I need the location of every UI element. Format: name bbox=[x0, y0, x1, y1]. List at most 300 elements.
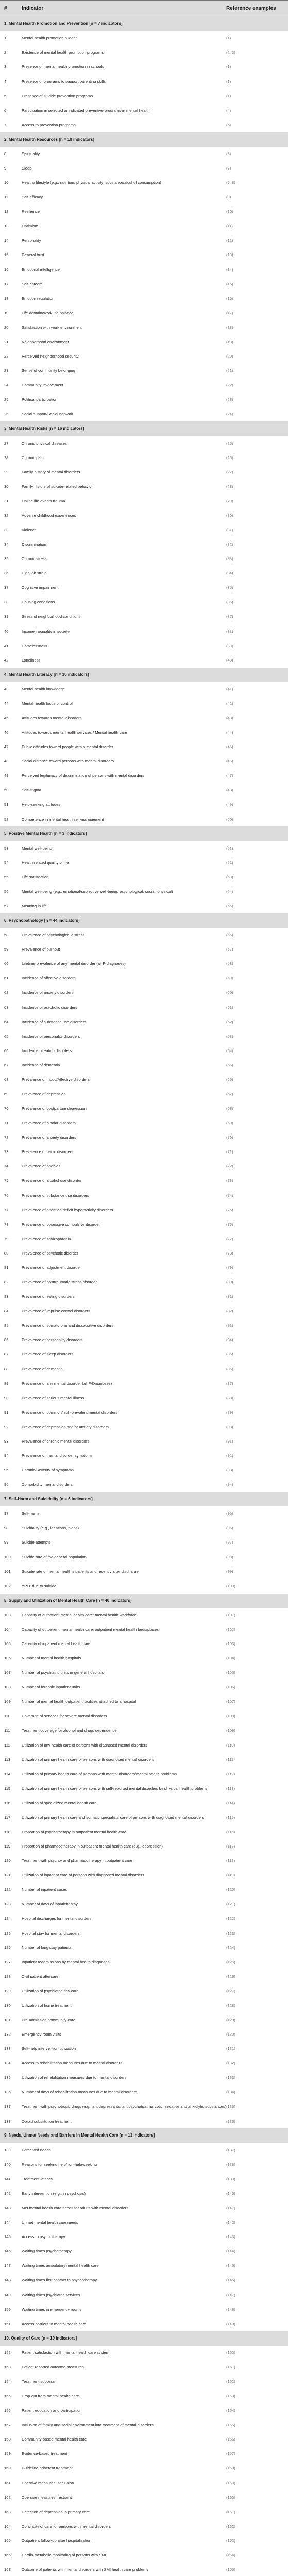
table-row bbox=[0, 1535, 288, 1550]
table-row bbox=[0, 2519, 288, 2534]
row-number: 129 bbox=[4, 1988, 11, 1993]
table-row bbox=[0, 798, 288, 812]
indicator-cell: Spirituality bbox=[22, 151, 40, 156]
section-title: 4. Mental Health Literacy [n = 10 indicators] bbox=[4, 672, 89, 677]
indicator-cell: Healthy lifestyle (e.g., nutrition, physical activity, substance/alcohol consumption) bbox=[22, 181, 161, 185]
table-row bbox=[0, 1911, 288, 1926]
reference-cell: (72) bbox=[226, 1164, 233, 1168]
table-row bbox=[0, 1130, 288, 1145]
reference-cell: (13) bbox=[226, 253, 233, 258]
table-row bbox=[0, 1434, 288, 1449]
row-number: 51 bbox=[4, 802, 9, 807]
reference-cell: (40) bbox=[226, 658, 233, 663]
row-number: 100 bbox=[4, 1554, 11, 1560]
indicator-cell: Utilization of psychiatric day care bbox=[22, 1989, 79, 1993]
table-row bbox=[0, 1116, 288, 1130]
table-row bbox=[0, 1347, 288, 1362]
row-number: 145 bbox=[4, 2234, 11, 2240]
indicator-cell: Adverse childhood experiences bbox=[22, 513, 76, 518]
table-row bbox=[0, 176, 288, 190]
row-number: 95 bbox=[4, 1468, 9, 1473]
row-number: 132 bbox=[4, 2032, 11, 2037]
row-number: 9 bbox=[4, 166, 7, 171]
row-number: 143 bbox=[4, 2206, 11, 2211]
reference-cell: (116) bbox=[226, 1830, 235, 1834]
indicator-cell: Access barriers to mental health care bbox=[22, 2321, 87, 2326]
indicator-cell: Prevalence of postpartum depression bbox=[22, 1107, 87, 1111]
section-header-row bbox=[0, 132, 288, 147]
row-number: 74 bbox=[4, 1164, 9, 1169]
table-row bbox=[0, 566, 288, 581]
table-row bbox=[0, 147, 288, 161]
row-number: 7 bbox=[4, 122, 7, 127]
indicator-cell: Incidence of anxiety disorders bbox=[22, 991, 74, 995]
table-row bbox=[0, 856, 288, 870]
indicator-cell: Utilization of rehabilitation measures due to mental disorders bbox=[22, 2076, 127, 2080]
indicator-cell: Housing conditions bbox=[22, 600, 55, 604]
reference-cell: (16) bbox=[226, 296, 233, 301]
section-header-row bbox=[0, 2331, 288, 2346]
row-number: 136 bbox=[4, 2090, 11, 2095]
indicator-cell: Self-efficacy bbox=[22, 195, 43, 199]
row-number: 109 bbox=[4, 1699, 11, 1704]
indicator-cell: Met mental health care needs for adults with mental disorders bbox=[22, 2206, 129, 2210]
row-number: 69 bbox=[4, 1092, 9, 1097]
indicator-cell: Prevalence of chronic mental disorders bbox=[22, 1439, 90, 1444]
row-number: 24 bbox=[4, 383, 9, 388]
indicator-cell: Number of long stay patients bbox=[22, 1945, 72, 1950]
table-row bbox=[0, 2056, 288, 2071]
row-number: 140 bbox=[4, 2162, 11, 2167]
indicator-cell: Chronic/Severity of symptoms bbox=[22, 1468, 74, 1472]
reference-cell: (106) bbox=[226, 1685, 235, 1689]
reference-cell: (6, 8) bbox=[226, 181, 235, 185]
reference-cell: (115) bbox=[226, 1815, 235, 1820]
indicator-cell: Prevalence of eating disorders bbox=[22, 1295, 75, 1299]
row-number: 31 bbox=[4, 498, 9, 503]
table-row bbox=[0, 378, 288, 393]
row-number: 1 bbox=[4, 36, 7, 41]
row-number: 130 bbox=[4, 2003, 11, 2008]
indicator-cell: Utilization of any health care of persons with diagnosed mental disorders bbox=[22, 1743, 147, 1748]
reference-cell: (2, 3) bbox=[226, 50, 235, 55]
table-row bbox=[0, 1666, 288, 1680]
section-title: 9. Needs, Unmet Needs and Barriers in Mental Health Care [n = 13 indicators] bbox=[4, 2133, 155, 2138]
table-row bbox=[0, 1044, 288, 1058]
reference-cell: (43) bbox=[226, 716, 233, 720]
table-row bbox=[0, 2461, 288, 2476]
reference-cell: (135) bbox=[226, 2105, 235, 2109]
table-row bbox=[0, 2346, 288, 2360]
row-number: 28 bbox=[4, 455, 9, 460]
indicator-cell: Social distance toward persons with mental disorders bbox=[22, 759, 114, 764]
reference-cell: (60) bbox=[226, 991, 233, 995]
indicator-cell: Evidence-based treatment bbox=[22, 2452, 67, 2456]
table-row bbox=[0, 103, 288, 117]
reference-cell: (162) bbox=[226, 2524, 235, 2529]
reference-cell: (152) bbox=[226, 2379, 235, 2384]
table-row bbox=[0, 161, 288, 176]
table-row bbox=[0, 2504, 288, 2519]
reference-cell: (105) bbox=[226, 1671, 235, 1675]
indicator-cell: Treatment latency bbox=[22, 2177, 53, 2181]
reference-cell: (111) bbox=[226, 1757, 235, 1762]
indicator-cell: Capacity of inpatient mental health care bbox=[22, 1641, 91, 1646]
reference-cell: (156) bbox=[226, 2437, 235, 2442]
table-row bbox=[0, 1202, 288, 1217]
reference-cell: (25) bbox=[226, 441, 233, 446]
table-row bbox=[0, 1694, 288, 1709]
reference-cell: (10) bbox=[226, 210, 233, 214]
reference-cell: (120) bbox=[226, 1888, 235, 1892]
table-row bbox=[0, 480, 288, 494]
indicator-cell: Waiting times first contact to psychotherapy bbox=[22, 2278, 97, 2283]
indicator-cell: Patient reported outcome measures bbox=[22, 2365, 84, 2369]
table-row bbox=[0, 2143, 288, 2157]
reference-cell: (99) bbox=[226, 1569, 233, 1574]
row-number: 98 bbox=[4, 1526, 9, 1531]
indicator-cell: Coercive measures: restraint bbox=[22, 2495, 72, 2500]
reference-cell: (71) bbox=[226, 1150, 233, 1154]
indicator-cell: Patient education and participation bbox=[22, 2409, 82, 2413]
row-number: 156 bbox=[4, 2408, 11, 2413]
reference-cell: (73) bbox=[226, 1179, 233, 1183]
indicator-cell: Waiting times psychotherapy bbox=[22, 2249, 72, 2253]
table-row bbox=[0, 335, 288, 349]
row-number: 82 bbox=[4, 1280, 9, 1285]
table-row bbox=[0, 1087, 288, 1101]
row-number: 135 bbox=[4, 2075, 11, 2080]
table-row bbox=[0, 219, 288, 233]
indicator-cell: Political participation bbox=[22, 398, 58, 402]
row-number: 68 bbox=[4, 1077, 9, 1082]
reference-cell: (121) bbox=[226, 1902, 235, 1906]
table-row bbox=[0, 233, 288, 248]
indicator-cell: Outcome of patients with mental disorders with SMI health care problems bbox=[22, 2567, 149, 2572]
table-row bbox=[0, 986, 288, 1000]
row-number: 87 bbox=[4, 1352, 9, 1357]
table-row bbox=[0, 1984, 288, 1998]
reference-cell: (160) bbox=[226, 2495, 235, 2500]
section-header-row bbox=[0, 826, 288, 841]
reference-cell: (31) bbox=[226, 528, 233, 532]
table-row bbox=[0, 1405, 288, 1420]
row-number: 103 bbox=[4, 1612, 11, 1617]
indicator-cell: Incidence of substance use disorders bbox=[22, 1020, 87, 1024]
row-number: 152 bbox=[4, 2350, 11, 2355]
row-number: 167 bbox=[4, 2567, 11, 2572]
reference-cell: (77) bbox=[226, 1236, 233, 1241]
table-row bbox=[0, 2432, 288, 2447]
indicator-cell: Sense of community belonging bbox=[22, 369, 75, 373]
indicator-cell: Number of mental health hospitals bbox=[22, 1656, 81, 1660]
indicator-cell: Social support/Social network bbox=[22, 412, 73, 416]
table-row bbox=[0, 393, 288, 407]
table-row bbox=[0, 1723, 288, 1738]
table-row bbox=[0, 1391, 288, 1405]
indicator-cell: Access to psychotherapy bbox=[22, 2235, 65, 2239]
row-number: 80 bbox=[4, 1250, 9, 1256]
row-number: 113 bbox=[4, 1757, 11, 1762]
table-row bbox=[0, 1970, 288, 1984]
reference-cell: (28) bbox=[226, 484, 233, 489]
row-number: 158 bbox=[4, 2437, 11, 2442]
indicator-cell: Chronic physical diseases bbox=[22, 441, 67, 446]
reference-cell: (41) bbox=[226, 687, 233, 691]
indicator-cell: Prevalence of obsessive compulsive disorder bbox=[22, 1222, 100, 1227]
reference-cell: (89) bbox=[226, 1410, 233, 1415]
row-number: 75 bbox=[4, 1178, 9, 1183]
row-number: 4 bbox=[4, 79, 7, 84]
table-row bbox=[0, 1376, 288, 1391]
indicator-cell: Emotional intelligence bbox=[22, 267, 60, 272]
row-number: 125 bbox=[4, 1930, 11, 1936]
indicator-cell: Self-help intervention utilization bbox=[22, 2047, 76, 2051]
indicator-cell: Prevalence of sleep disorders bbox=[22, 1352, 74, 1357]
table-row bbox=[0, 2013, 288, 2027]
reference-cell: (1) bbox=[226, 79, 231, 84]
reference-cell: (78) bbox=[226, 1251, 233, 1256]
indicator-cell: Public attitudes toward people with a mental disorder bbox=[22, 745, 113, 749]
reference-cell: (146) bbox=[226, 2278, 235, 2283]
row-number: 77 bbox=[4, 1207, 9, 1212]
reference-cell: (24) bbox=[226, 412, 233, 416]
row-number: 14 bbox=[4, 238, 9, 243]
indicator-cell: Prevalence of anxiety disorders bbox=[22, 1136, 76, 1140]
table-row bbox=[0, 1738, 288, 1752]
reference-cell: (79) bbox=[226, 1265, 233, 1270]
row-number: 117 bbox=[4, 1815, 11, 1820]
row-number: 13 bbox=[4, 224, 9, 229]
reference-cell: (42) bbox=[226, 701, 233, 706]
indicator-cell: Utilization of primary health care and somatic specialists care of persons with diagnosed mental disorders bbox=[22, 1815, 205, 1820]
indicator-cell: Capacity of outpatient mental health care: mental health workforce bbox=[22, 1613, 137, 1617]
indicator-cell: Self-esteem bbox=[22, 282, 43, 286]
table-row bbox=[0, 1000, 288, 1014]
row-number: 90 bbox=[4, 1395, 9, 1400]
indicator-cell: Discrimination bbox=[22, 543, 46, 547]
row-number: 6 bbox=[4, 108, 7, 113]
indicator-cell: Perceived needs bbox=[22, 2148, 51, 2153]
reference-cell: (80) bbox=[226, 1280, 233, 1284]
indicator-cell: Prevalence of substance use disorders bbox=[22, 1193, 89, 1198]
reference-cell: (56) bbox=[226, 933, 233, 937]
reference-cell: (163) bbox=[226, 2538, 235, 2543]
reference-cell: (23) bbox=[226, 398, 233, 402]
table-row bbox=[0, 1261, 288, 1275]
indicator-cell: Treatment with psychotropic drugs (e.g., antidepressants, antipsychotics, narcotic, sedative and anxiolytic substances) bbox=[22, 2105, 226, 2109]
indicator-cell: Perceived legitimacy of discrimination of persons with mental disorders bbox=[22, 774, 145, 778]
reference-cell: (128) bbox=[226, 2003, 235, 2008]
reference-cell: (165) bbox=[226, 2567, 235, 2572]
table-row bbox=[0, 1608, 288, 1622]
row-number: 61 bbox=[4, 976, 9, 981]
indicator-cell: Prevalence of bipolar disorders bbox=[22, 1121, 76, 1125]
table-row bbox=[0, 595, 288, 609]
reference-cell: (64) bbox=[226, 1048, 233, 1053]
reference-cell: (87) bbox=[226, 1381, 233, 1386]
indicator-cell: Meaning in life bbox=[22, 904, 47, 908]
reference-cell: (155) bbox=[226, 2423, 235, 2427]
reference-cell: (103) bbox=[226, 1641, 235, 1646]
indicator-cell: Utilization of primary health care of persons with diagnosed mental disorders bbox=[22, 1757, 155, 1762]
indicator-cell: Guideline-adherent treatment bbox=[22, 2466, 73, 2471]
row-number: 157 bbox=[4, 2422, 11, 2428]
table-header bbox=[0, 0, 288, 16]
section-header-row bbox=[0, 2128, 288, 2143]
row-number: 15 bbox=[4, 252, 9, 258]
reference-cell: (131) bbox=[226, 2047, 235, 2051]
reference-cell: (58) bbox=[226, 962, 233, 966]
indicator-cell: Prevalence of depression bbox=[22, 1092, 66, 1096]
indicator-cell: Presence of programs to support parenting skills bbox=[22, 79, 106, 84]
row-number: 127 bbox=[4, 1959, 11, 1964]
table-row bbox=[0, 1506, 288, 1521]
reference-cell: (151) bbox=[226, 2365, 235, 2369]
row-number: 85 bbox=[4, 1323, 9, 1328]
reference-cell: (149) bbox=[226, 2321, 235, 2326]
indicator-cell: Incidence of affective disorders bbox=[22, 976, 76, 980]
reference-cell: (109) bbox=[226, 1728, 235, 1733]
indicator-cell: Prevalence of somatoform and dissociative disorders bbox=[22, 1324, 114, 1328]
table-row bbox=[0, 349, 288, 364]
reference-cell: (88) bbox=[226, 1396, 233, 1400]
table-row bbox=[0, 1073, 288, 1087]
table-row bbox=[0, 31, 288, 45]
row-number: 102 bbox=[4, 1583, 11, 1588]
table-row bbox=[0, 277, 288, 291]
section-title: 5. Positive Mental Health [n = 3 indicators] bbox=[4, 832, 87, 836]
table-row bbox=[0, 885, 288, 899]
reference-cell: (12) bbox=[226, 239, 233, 243]
row-number: 107 bbox=[4, 1670, 11, 1675]
indicator-cell: Inpatient readmissions by mental health diagnoses bbox=[22, 1960, 110, 1964]
table-row bbox=[0, 2375, 288, 2389]
indicator-cell: Emergency room visits bbox=[22, 2032, 61, 2037]
indicator-cell: Income inequality in society bbox=[22, 629, 70, 634]
indicator-cell: Prevalence of posttraumatic stress disorder bbox=[22, 1280, 97, 1284]
table-row bbox=[0, 2201, 288, 2215]
indicator-cell: Prevalence of attention deficit hyperactivity disorders bbox=[22, 1208, 113, 1212]
indicator-cell: Prevalence of psychological distress bbox=[22, 933, 85, 937]
reference-cell: (19) bbox=[226, 340, 233, 344]
table-row bbox=[0, 1232, 288, 1246]
reference-cell: (92) bbox=[226, 1453, 233, 1458]
row-number: 39 bbox=[4, 614, 9, 619]
table-row bbox=[0, 942, 288, 957]
indicator-cell: Waiting times ambulatory mental health care bbox=[22, 2264, 99, 2268]
reference-cell: (76) bbox=[226, 1222, 233, 1227]
indicator-cell: Early intervention (e.g., in psychosis) bbox=[22, 2191, 86, 2196]
row-number: 54 bbox=[4, 860, 9, 865]
row-number: 33 bbox=[4, 527, 9, 532]
row-number: 3 bbox=[4, 64, 7, 70]
table-row bbox=[0, 1014, 288, 1029]
row-number: 32 bbox=[4, 513, 9, 518]
row-number: 121 bbox=[4, 1873, 11, 1878]
section-header-row bbox=[0, 668, 288, 682]
row-number: 88 bbox=[4, 1366, 9, 1371]
row-number: 56 bbox=[4, 889, 9, 894]
table-row bbox=[0, 2476, 288, 2490]
indicator-cell: Inclusion of family and social environment into treatment of mental disorders bbox=[22, 2423, 154, 2427]
indicator-cell: Hospital discharges for mental disorders bbox=[22, 1917, 92, 1921]
table-row bbox=[0, 2215, 288, 2230]
row-number: 116 bbox=[4, 1800, 11, 1805]
indicator-cell: Number of mental health outpatient facilities attached to a hospital bbox=[22, 1700, 137, 1704]
table-row bbox=[0, 1955, 288, 1969]
section-header-row bbox=[0, 913, 288, 928]
row-number: 47 bbox=[4, 744, 9, 750]
reference-cell: (91) bbox=[226, 1439, 233, 1444]
reference-cell: (144) bbox=[226, 2249, 235, 2253]
reference-cell: (20) bbox=[226, 354, 233, 359]
reference-cell: (53) bbox=[226, 875, 233, 879]
section-title: 2. Mental Health Resources [n = 19 indicators] bbox=[4, 137, 94, 142]
reference-cell: (124) bbox=[226, 1945, 235, 1950]
row-number: 17 bbox=[4, 281, 9, 286]
table-row bbox=[0, 2027, 288, 2042]
row-number: 124 bbox=[4, 1916, 11, 1921]
reference-cell: (65) bbox=[226, 1063, 233, 1067]
reference-cell: (104) bbox=[226, 1656, 235, 1660]
indicator-cell: Help-seeking attitudes bbox=[22, 803, 61, 807]
row-number: 162 bbox=[4, 2495, 11, 2500]
table-row bbox=[0, 537, 288, 552]
table-row bbox=[0, 2287, 288, 2302]
indicator-cell: Number of days of rehabilitation measures due to mental disorders bbox=[22, 2090, 138, 2094]
reference-cell: (145) bbox=[226, 2264, 235, 2268]
row-number: 10 bbox=[4, 180, 9, 185]
indicator-cell: Detection of depression in primary care bbox=[22, 2510, 90, 2514]
table-row bbox=[0, 1304, 288, 1318]
reference-cell: (37) bbox=[226, 615, 233, 619]
reference-cell: (100) bbox=[226, 1584, 235, 1588]
row-number: 96 bbox=[4, 1482, 9, 1487]
table-row bbox=[0, 2244, 288, 2259]
reference-cell: (139) bbox=[226, 2177, 235, 2181]
row-number: 60 bbox=[4, 961, 9, 967]
reference-cell: (44) bbox=[226, 731, 233, 735]
indicator-cell: Mental health knowledge bbox=[22, 687, 65, 691]
indicator-cell: Emotion regulation bbox=[22, 296, 55, 301]
row-number: 22 bbox=[4, 354, 9, 359]
row-number: 41 bbox=[4, 643, 9, 648]
reference-cell: (55) bbox=[226, 904, 233, 908]
reference-cell: (36) bbox=[226, 600, 233, 604]
table-row bbox=[0, 1767, 288, 1781]
table-row bbox=[0, 609, 288, 624]
row-number: 86 bbox=[4, 1337, 9, 1343]
table-row bbox=[0, 2114, 288, 2128]
reference-cell: (11) bbox=[226, 224, 233, 228]
indicator-cell: Health related quality of life bbox=[22, 860, 69, 865]
indicator-cell: Prevalence of mood/Affective disorders bbox=[22, 1077, 90, 1082]
row-number: 57 bbox=[4, 904, 9, 908]
row-number: 26 bbox=[4, 412, 9, 417]
indicator-cell: Utilization of home treatment bbox=[22, 2003, 72, 2008]
row-number: 93 bbox=[4, 1438, 9, 1444]
indicator-cell: Loneliness bbox=[22, 658, 41, 663]
row-number: 2 bbox=[4, 50, 7, 55]
table-row bbox=[0, 1029, 288, 1043]
table-row bbox=[0, 2042, 288, 2056]
reference-cell: (57) bbox=[226, 947, 233, 952]
indicator-cell: Comorbidity mental disorders bbox=[22, 1483, 73, 1487]
reference-cell: (125) bbox=[226, 1960, 235, 1964]
indicator-cell: Presence of suicide prevention programs bbox=[22, 94, 93, 98]
table-row bbox=[0, 2302, 288, 2316]
